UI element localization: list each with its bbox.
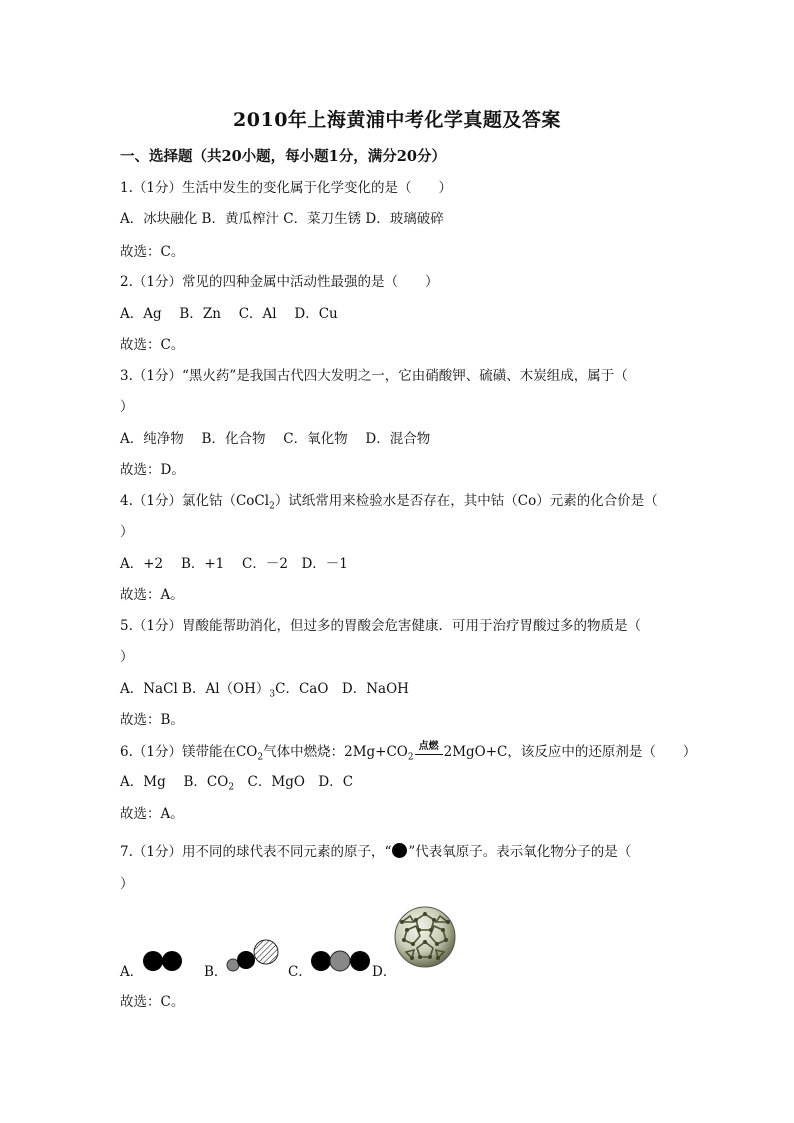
option-d-label: D．	[372, 964, 397, 980]
question-6-stem-part-b: 气体中燃烧：2Mg+CO	[263, 744, 408, 760]
question-6-options-part-b: C．MgO D．C	[234, 774, 354, 790]
question-4-options: A．+2 B．+1 C．－2 D．－1	[120, 556, 348, 572]
question-5-answer: 故选：B。	[120, 712, 184, 728]
subscript: 2	[269, 501, 275, 512]
question-3-options: A．纯净物 B．化合物 C．氧化物 D．混合物	[120, 431, 431, 447]
question-1-answer: 故选：C。	[120, 244, 185, 260]
question-4-answer: 故选：A。	[120, 587, 184, 603]
question-6-options	[120, 770, 353, 793]
question-5-options-part-b: C．CaO D．NaOH	[275, 681, 409, 697]
question-5-options-part-a: A．NaCl B．Al（OH）	[120, 681, 270, 697]
question-7-option-figures	[120, 900, 680, 980]
page-title: 2010年上海黄浦中考化学真题及答案	[233, 109, 561, 131]
question-7-stem-continued: ）	[120, 876, 134, 892]
question-5-stem: 5.（1分）胃酸能帮助消化，但过多的胃酸会危害健康．可用于治疗胃酸过多的物质是（	[120, 618, 641, 634]
reaction-arrow	[415, 740, 443, 760]
question-4-stem-part-a: 4.（1分）氯化钴（CoCl	[120, 493, 270, 509]
question-3-answer: 故选：D。	[120, 462, 185, 478]
section-header: 一、选择题（共20小题，每小题1分，满分20分）	[120, 148, 446, 165]
question-6-stem	[120, 740, 696, 763]
oxygen-atom-icon	[392, 843, 407, 858]
subscript: 3	[269, 689, 276, 700]
option-c-label: C．	[288, 964, 312, 980]
question-6-answer: 故选：A。	[120, 806, 184, 822]
fullerene-icon	[392, 904, 458, 970]
option-b-label: B．	[204, 964, 228, 980]
question-2-answer: 故选：C。	[120, 337, 185, 353]
question-5-options	[120, 677, 409, 700]
question-4-stem-part-b: ）试纸常用来检验水是否存在，其中钴（Co）元素的化合价是（	[274, 493, 658, 509]
subscript: 2	[407, 752, 414, 763]
question-6-stem-part-c: 2MgO+C，该反应中的还原剂是（ ）	[443, 744, 697, 760]
question-1-options: A．冰块融化 B．黄瓜榨汁 C．菜刀生锈 D．玻璃破碎	[120, 211, 444, 227]
question-1-stem: 1.（1分）生活中发生的变化属于化学变化的是（ ）	[120, 180, 452, 196]
question-4-stem-continued: ）	[120, 524, 134, 540]
question-2-stem: 2.（1分）常见的四种金属中活动性最强的是（ ）	[120, 274, 439, 290]
question-7-answer: 故选：C。	[120, 994, 185, 1010]
subscript: 2	[228, 782, 235, 793]
subscript: 2	[257, 752, 264, 763]
arrow-line	[415, 754, 443, 755]
molecule-c-icon	[310, 948, 372, 974]
molecule-b-icon	[226, 938, 282, 974]
question-5-stem-continued: ）	[120, 649, 134, 665]
molecule-a-icon	[142, 948, 184, 974]
question-3-stem-continued: ）	[120, 399, 134, 415]
question-6-stem-part-a: 6.（1分）镁带能在CO	[120, 744, 258, 760]
question-4-stem	[120, 489, 658, 512]
question-7-stem-part-a: 7.（1分）用不同的球代表不同元素的原子，“	[120, 844, 392, 860]
question-3-stem: 3.（1分）“黑火药”是我国古代四大发明之一，它由硝酸钾、硫磺、木炭组成，属于（	[120, 368, 628, 384]
question-6-options-part-a: A．Mg B．CO	[120, 774, 229, 790]
reaction-condition: 点燃	[418, 740, 439, 752]
question-7-stem	[120, 840, 631, 860]
question-7-stem-part-b: ”代表氧原子。表示氧化物分子的是（	[408, 844, 632, 860]
option-a-label: A．	[120, 964, 144, 980]
question-2-options: A．Ag B．Zn C．Al D．Cu	[120, 306, 338, 322]
